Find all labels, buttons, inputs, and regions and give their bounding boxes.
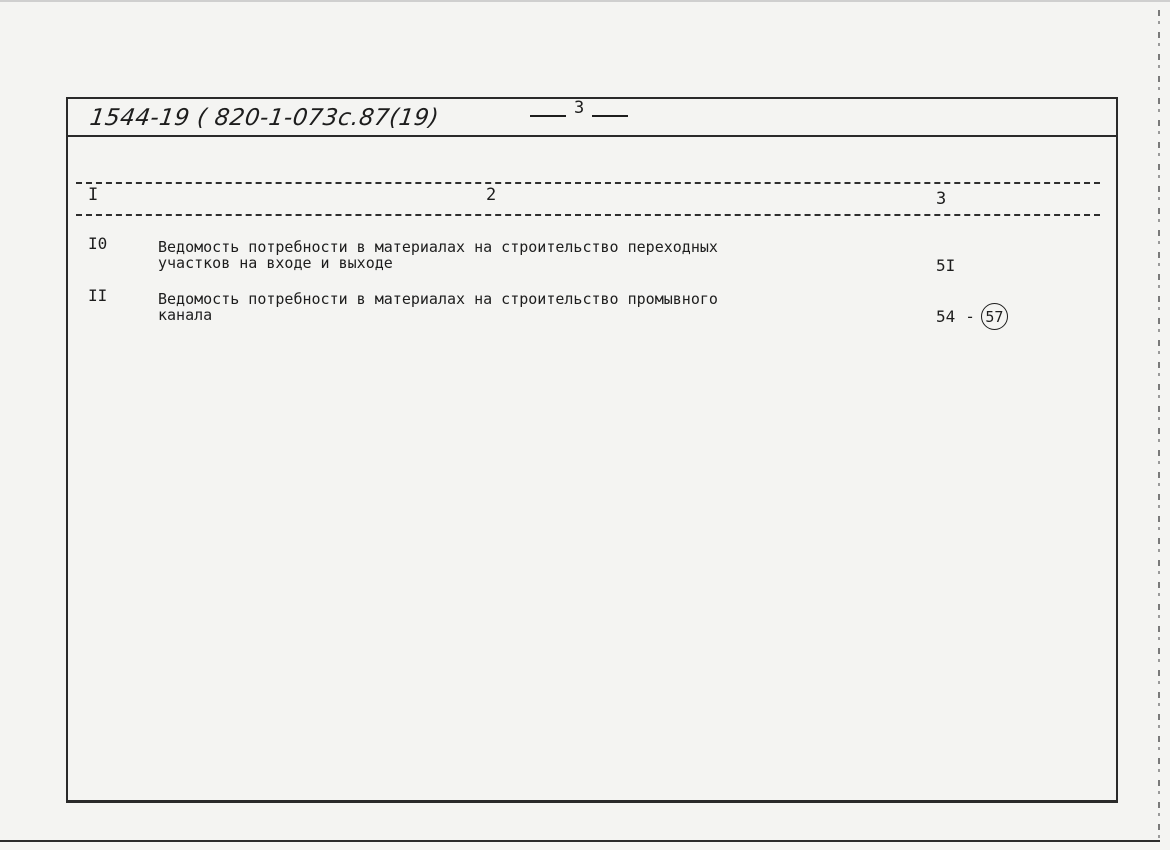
row-description-line: Ведомость потребности в материалах на строительство переходных <box>158 238 718 256</box>
page-number-value: 3 <box>574 98 585 118</box>
row-page-start: 54 <box>936 307 956 326</box>
row-page-value: 5I <box>936 256 956 275</box>
header-strip <box>68 99 1116 137</box>
row-page-separator: - <box>965 307 975 326</box>
page-number-dash-right <box>592 115 628 117</box>
row-page-ref <box>936 303 1008 330</box>
scan-right-edge <box>1158 10 1160 840</box>
row-description <box>158 291 808 323</box>
page-number-dash-left <box>530 115 566 117</box>
row-number: I0 <box>88 234 108 253</box>
document-sheet <box>66 97 1118 803</box>
column-header-3: 3 <box>936 189 947 209</box>
circled-page-number: 57 <box>981 303 1008 330</box>
row-description-line: Ведомость потребности в материалах на строительство промывного <box>158 290 718 308</box>
row-description-line: участков на входе и выходе <box>158 254 393 272</box>
column-header-2: 2 <box>486 185 497 205</box>
scan-bottom-edge <box>0 840 1160 842</box>
row-description-line: канала <box>158 306 213 324</box>
row-number: II <box>88 286 108 305</box>
scan-top-edge <box>0 0 1170 2</box>
table-header-top-rule <box>76 182 1100 184</box>
column-header-1: I <box>88 185 99 205</box>
page-number <box>530 98 628 118</box>
table-header-bottom-rule <box>76 214 1100 216</box>
handwritten-code: 1544-19 ( 820-1-073с.87(19) <box>88 105 441 131</box>
row-description <box>158 239 808 271</box>
row-page-ref <box>936 256 955 275</box>
